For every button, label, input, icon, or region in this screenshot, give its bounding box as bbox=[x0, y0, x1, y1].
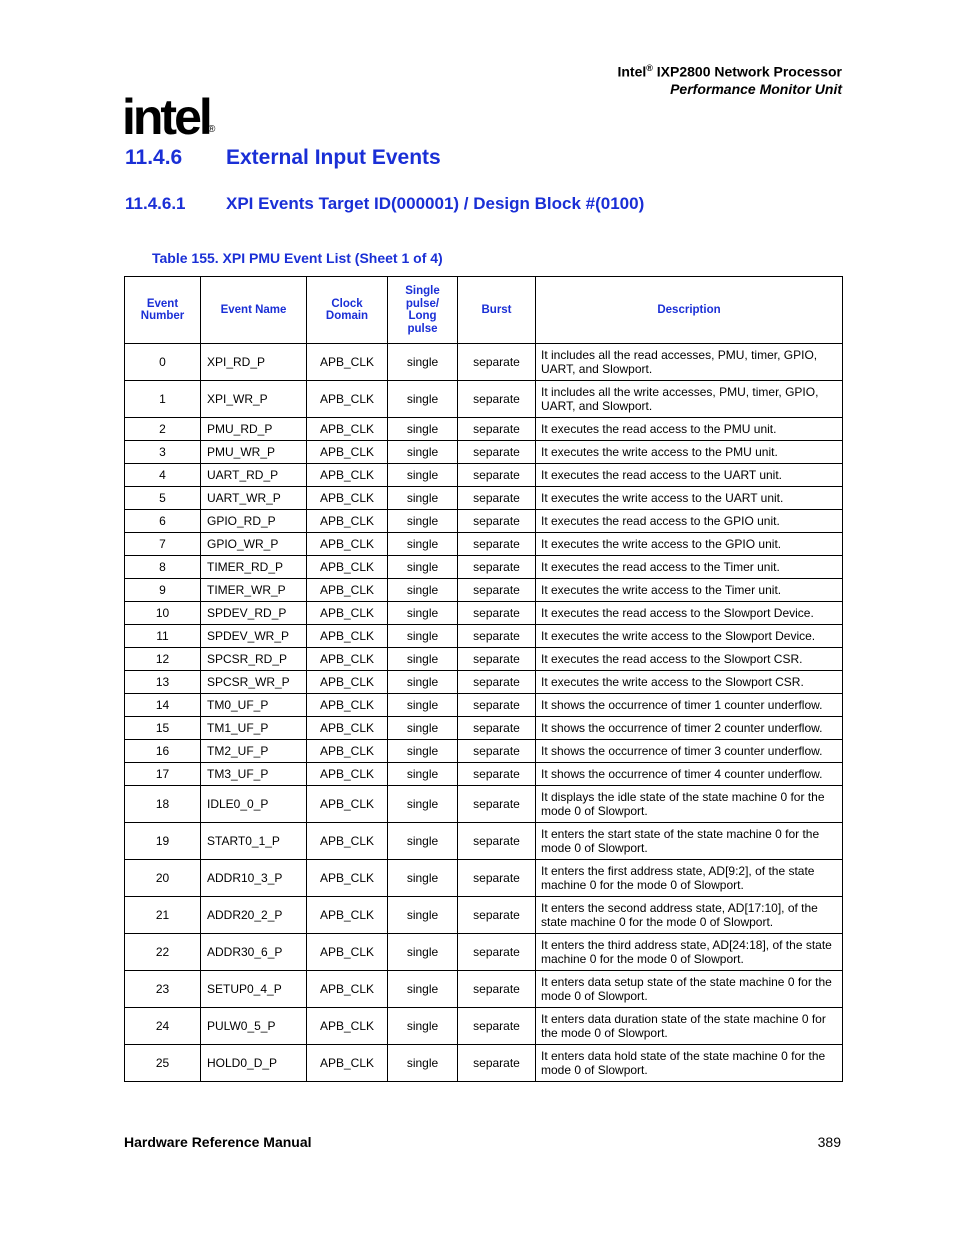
cell-burst: separate bbox=[458, 344, 536, 381]
cell-pulse: single bbox=[388, 763, 458, 786]
cell-clock-domain: APB_CLK bbox=[307, 533, 388, 556]
table-row bbox=[125, 694, 843, 717]
cell-description: It executes the read access to the PMU unit. bbox=[536, 418, 843, 441]
cell-description: It executes the write access to the GPIO unit. bbox=[536, 533, 843, 556]
cell-clock-domain: APB_CLK bbox=[307, 971, 388, 1008]
table-row bbox=[125, 381, 843, 418]
cell-pulse: single bbox=[388, 671, 458, 694]
cell-event-name: GPIO_WR_P bbox=[201, 533, 307, 556]
cell-event-name: SPCSR_WR_P bbox=[201, 671, 307, 694]
col-header-event-number: Event Number bbox=[125, 277, 201, 344]
cell-event-name: SPCSR_RD_P bbox=[201, 648, 307, 671]
cell-pulse: single bbox=[388, 897, 458, 934]
cell-event-number: 0 bbox=[125, 344, 201, 381]
table-row bbox=[125, 823, 843, 860]
cell-burst: separate bbox=[458, 823, 536, 860]
cell-clock-domain: APB_CLK bbox=[307, 1045, 388, 1082]
cell-event-name: PULW0_5_P bbox=[201, 1008, 307, 1045]
table-row bbox=[125, 441, 843, 464]
table-row bbox=[125, 1008, 843, 1045]
cell-pulse: single bbox=[388, 381, 458, 418]
cell-burst: separate bbox=[458, 763, 536, 786]
cell-event-number: 1 bbox=[125, 381, 201, 418]
cell-pulse: single bbox=[388, 602, 458, 625]
cell-pulse: single bbox=[388, 1008, 458, 1045]
cell-event-name: ADDR10_3_P bbox=[201, 860, 307, 897]
cell-event-number: 8 bbox=[125, 556, 201, 579]
table-caption: Table 155. XPI PMU Event List (Sheet 1 of 4) bbox=[152, 250, 443, 266]
cell-clock-domain: APB_CLK bbox=[307, 694, 388, 717]
cell-clock-domain: APB_CLK bbox=[307, 671, 388, 694]
cell-pulse: single bbox=[388, 740, 458, 763]
cell-pulse: single bbox=[388, 464, 458, 487]
cell-burst: separate bbox=[458, 533, 536, 556]
cell-burst: separate bbox=[458, 1008, 536, 1045]
cell-event-number: 25 bbox=[125, 1045, 201, 1082]
cell-event-name: PMU_RD_P bbox=[201, 418, 307, 441]
cell-event-name: START0_1_P bbox=[201, 823, 307, 860]
cell-pulse: single bbox=[388, 971, 458, 1008]
cell-description: It executes the write access to the Slowport CSR. bbox=[536, 671, 843, 694]
cell-description: It shows the occurrence of timer 2 counter underflow. bbox=[536, 717, 843, 740]
table-row bbox=[125, 579, 843, 602]
cell-event-number: 3 bbox=[125, 441, 201, 464]
cell-clock-domain: APB_CLK bbox=[307, 579, 388, 602]
cell-clock-domain: APB_CLK bbox=[307, 740, 388, 763]
cell-burst: separate bbox=[458, 694, 536, 717]
cell-clock-domain: APB_CLK bbox=[307, 602, 388, 625]
running-header bbox=[617, 60, 842, 98]
table-row bbox=[125, 717, 843, 740]
cell-event-name: TM1_UF_P bbox=[201, 717, 307, 740]
table-row bbox=[125, 897, 843, 934]
header-subtitle: Performance Monitor Unit bbox=[670, 80, 842, 97]
section-title: External Input Events bbox=[226, 146, 441, 169]
cell-event-name: TM2_UF_P bbox=[201, 740, 307, 763]
cell-clock-domain: APB_CLK bbox=[307, 510, 388, 533]
cell-burst: separate bbox=[458, 579, 536, 602]
table-row bbox=[125, 671, 843, 694]
subsection-title: XPI Events Target ID(000001) / Design Block #(0100) bbox=[226, 194, 645, 213]
table-row bbox=[125, 648, 843, 671]
cell-burst: separate bbox=[458, 740, 536, 763]
cell-burst: separate bbox=[458, 418, 536, 441]
cell-event-name: SETUP0_4_P bbox=[201, 971, 307, 1008]
cell-description: It enters the start state of the state machine 0 for the mode 0 of Slowport. bbox=[536, 823, 843, 860]
cell-event-number: 17 bbox=[125, 763, 201, 786]
cell-description: It enters the first address state, AD[9:2], of the state machine 0 for the mode 0 of Slowport. bbox=[536, 860, 843, 897]
cell-clock-domain: APB_CLK bbox=[307, 441, 388, 464]
cell-pulse: single bbox=[388, 418, 458, 441]
cell-event-number: 23 bbox=[125, 971, 201, 1008]
cell-event-name: TM3_UF_P bbox=[201, 763, 307, 786]
cell-description: It executes the read access to the UART unit. bbox=[536, 464, 843, 487]
cell-description: It shows the occurrence of timer 4 counter underflow. bbox=[536, 763, 843, 786]
cell-description: It enters data setup state of the state machine 0 for the mode 0 of Slowport. bbox=[536, 971, 843, 1008]
cell-clock-domain: APB_CLK bbox=[307, 786, 388, 823]
cell-pulse: single bbox=[388, 510, 458, 533]
col-header-burst: Burst bbox=[458, 277, 536, 344]
col-header-clock-domain: Clock Domain bbox=[307, 277, 388, 344]
cell-burst: separate bbox=[458, 717, 536, 740]
cell-event-number: 16 bbox=[125, 740, 201, 763]
table-row bbox=[125, 556, 843, 579]
cell-pulse: single bbox=[388, 487, 458, 510]
cell-clock-domain: APB_CLK bbox=[307, 648, 388, 671]
table-row bbox=[125, 418, 843, 441]
cell-description: It executes the read access to the Slowport CSR. bbox=[536, 648, 843, 671]
cell-pulse: single bbox=[388, 344, 458, 381]
cell-event-name: TM0_UF_P bbox=[201, 694, 307, 717]
cell-pulse: single bbox=[388, 717, 458, 740]
cell-burst: separate bbox=[458, 786, 536, 823]
cell-event-number: 4 bbox=[125, 464, 201, 487]
table-row bbox=[125, 344, 843, 381]
cell-pulse: single bbox=[388, 556, 458, 579]
cell-pulse: single bbox=[388, 441, 458, 464]
cell-event-name: XPI_RD_P bbox=[201, 344, 307, 381]
cell-event-number: 20 bbox=[125, 860, 201, 897]
cell-description: It executes the write access to the Timer unit. bbox=[536, 579, 843, 602]
event-table bbox=[124, 276, 843, 1082]
cell-description: It displays the idle state of the state machine 0 for the mode 0 of Slowport. bbox=[536, 786, 843, 823]
cell-event-name: UART_WR_P bbox=[201, 487, 307, 510]
table-row bbox=[125, 464, 843, 487]
cell-burst: separate bbox=[458, 860, 536, 897]
cell-description: It enters the third address state, AD[24:18], of the state machine 0 for the mode 0 of Slowport. bbox=[536, 934, 843, 971]
cell-burst: separate bbox=[458, 897, 536, 934]
col-header-description: Description bbox=[536, 277, 843, 344]
cell-clock-domain: APB_CLK bbox=[307, 1008, 388, 1045]
cell-event-name: XPI_WR_P bbox=[201, 381, 307, 418]
cell-clock-domain: APB_CLK bbox=[307, 556, 388, 579]
cell-burst: separate bbox=[458, 1045, 536, 1082]
cell-event-number: 15 bbox=[125, 717, 201, 740]
cell-burst: separate bbox=[458, 971, 536, 1008]
cell-description: It executes the write access to the UART unit. bbox=[536, 487, 843, 510]
table-row bbox=[125, 786, 843, 823]
cell-event-name: SPDEV_RD_P bbox=[201, 602, 307, 625]
cell-burst: separate bbox=[458, 934, 536, 971]
cell-description: It enters data duration state of the state machine 0 for the mode 0 of Slowport. bbox=[536, 1008, 843, 1045]
cell-clock-domain: APB_CLK bbox=[307, 823, 388, 860]
cell-burst: separate bbox=[458, 381, 536, 418]
svg-text:®: ® bbox=[208, 124, 216, 135]
cell-event-number: 7 bbox=[125, 533, 201, 556]
cell-clock-domain: APB_CLK bbox=[307, 897, 388, 934]
table-header-row bbox=[125, 277, 843, 344]
cell-description: It executes the write access to the Slowport Device. bbox=[536, 625, 843, 648]
cell-pulse: single bbox=[388, 625, 458, 648]
cell-clock-domain: APB_CLK bbox=[307, 464, 388, 487]
svg-text:intel: intel bbox=[122, 89, 210, 145]
cell-event-name: ADDR30_6_P bbox=[201, 934, 307, 971]
cell-pulse: single bbox=[388, 1045, 458, 1082]
cell-event-number: 6 bbox=[125, 510, 201, 533]
cell-event-number: 19 bbox=[125, 823, 201, 860]
table-row bbox=[125, 533, 843, 556]
cell-description: It shows the occurrence of timer 1 counter underflow. bbox=[536, 694, 843, 717]
cell-description: It includes all the read accesses, PMU, timer, GPIO, UART, and Slowport. bbox=[536, 344, 843, 381]
subsection-number: 11.4.6.1 bbox=[125, 194, 186, 213]
cell-clock-domain: APB_CLK bbox=[307, 717, 388, 740]
cell-description: It enters the second address state, AD[17:10], of the state machine 0 for the mode 0 of Slowport. bbox=[536, 897, 843, 934]
cell-event-number: 21 bbox=[125, 897, 201, 934]
cell-event-number: 11 bbox=[125, 625, 201, 648]
cell-burst: separate bbox=[458, 648, 536, 671]
cell-description: It includes all the write accesses, PMU, timer, GPIO, UART, and Slowport. bbox=[536, 381, 843, 418]
cell-pulse: single bbox=[388, 786, 458, 823]
cell-event-number: 14 bbox=[125, 694, 201, 717]
intel-logo bbox=[122, 88, 222, 148]
cell-clock-domain: APB_CLK bbox=[307, 487, 388, 510]
cell-burst: separate bbox=[458, 556, 536, 579]
table-row bbox=[125, 625, 843, 648]
cell-event-name: HOLD0_D_P bbox=[201, 1045, 307, 1082]
cell-pulse: single bbox=[388, 694, 458, 717]
cell-clock-domain: APB_CLK bbox=[307, 418, 388, 441]
cell-event-number: 10 bbox=[125, 602, 201, 625]
cell-burst: separate bbox=[458, 441, 536, 464]
cell-burst: separate bbox=[458, 625, 536, 648]
cell-burst: separate bbox=[458, 602, 536, 625]
table-row bbox=[125, 971, 843, 1008]
cell-event-number: 12 bbox=[125, 648, 201, 671]
cell-description: It executes the read access to the GPIO unit. bbox=[536, 510, 843, 533]
cell-description: It executes the write access to the PMU unit. bbox=[536, 441, 843, 464]
cell-event-number: 24 bbox=[125, 1008, 201, 1045]
cell-clock-domain: APB_CLK bbox=[307, 625, 388, 648]
cell-burst: separate bbox=[458, 464, 536, 487]
cell-description: It enters data hold state of the state machine 0 for the mode 0 of Slowport. bbox=[536, 1045, 843, 1082]
table-row bbox=[125, 510, 843, 533]
header-product: Intel® IXP2800 Network Processor bbox=[617, 63, 842, 80]
subsection-heading bbox=[125, 194, 644, 214]
cell-event-name: TIMER_RD_P bbox=[201, 556, 307, 579]
section-heading bbox=[125, 146, 441, 170]
cell-pulse: single bbox=[388, 823, 458, 860]
cell-event-name: TIMER_WR_P bbox=[201, 579, 307, 602]
cell-burst: separate bbox=[458, 510, 536, 533]
cell-pulse: single bbox=[388, 648, 458, 671]
cell-event-name: SPDEV_WR_P bbox=[201, 625, 307, 648]
cell-description: It executes the read access to the Slowport Device. bbox=[536, 602, 843, 625]
cell-event-name: IDLE0_0_P bbox=[201, 786, 307, 823]
cell-event-number: 18 bbox=[125, 786, 201, 823]
table-row bbox=[125, 860, 843, 897]
cell-pulse: single bbox=[388, 860, 458, 897]
table-row bbox=[125, 934, 843, 971]
cell-description: It executes the read access to the Timer unit. bbox=[536, 556, 843, 579]
cell-clock-domain: APB_CLK bbox=[307, 860, 388, 897]
cell-event-number: 9 bbox=[125, 579, 201, 602]
cell-event-name: UART_RD_P bbox=[201, 464, 307, 487]
cell-burst: separate bbox=[458, 671, 536, 694]
cell-event-name: ADDR20_2_P bbox=[201, 897, 307, 934]
cell-event-number: 5 bbox=[125, 487, 201, 510]
cell-event-name: GPIO_RD_P bbox=[201, 510, 307, 533]
col-header-event-name: Event Name bbox=[201, 277, 307, 344]
cell-clock-domain: APB_CLK bbox=[307, 381, 388, 418]
section-number: 11.4.6 bbox=[125, 146, 183, 169]
cell-event-number: 13 bbox=[125, 671, 201, 694]
cell-pulse: single bbox=[388, 934, 458, 971]
cell-burst: separate bbox=[458, 487, 536, 510]
table-row bbox=[125, 740, 843, 763]
cell-event-number: 22 bbox=[125, 934, 201, 971]
table-row bbox=[125, 1045, 843, 1082]
cell-description: It shows the occurrence of timer 3 counter underflow. bbox=[536, 740, 843, 763]
cell-pulse: single bbox=[388, 579, 458, 602]
cell-pulse: single bbox=[388, 533, 458, 556]
cell-clock-domain: APB_CLK bbox=[307, 934, 388, 971]
table-row bbox=[125, 487, 843, 510]
footer-page-number: 389 bbox=[817, 1134, 841, 1150]
cell-clock-domain: APB_CLK bbox=[307, 344, 388, 381]
table-row bbox=[125, 602, 843, 625]
table-row bbox=[125, 763, 843, 786]
col-header-pulse: Single pulse/ Long pulse bbox=[388, 277, 458, 344]
cell-clock-domain: APB_CLK bbox=[307, 763, 388, 786]
cell-event-number: 2 bbox=[125, 418, 201, 441]
cell-event-name: PMU_WR_P bbox=[201, 441, 307, 464]
footer-manual-title: Hardware Reference Manual bbox=[124, 1134, 312, 1150]
